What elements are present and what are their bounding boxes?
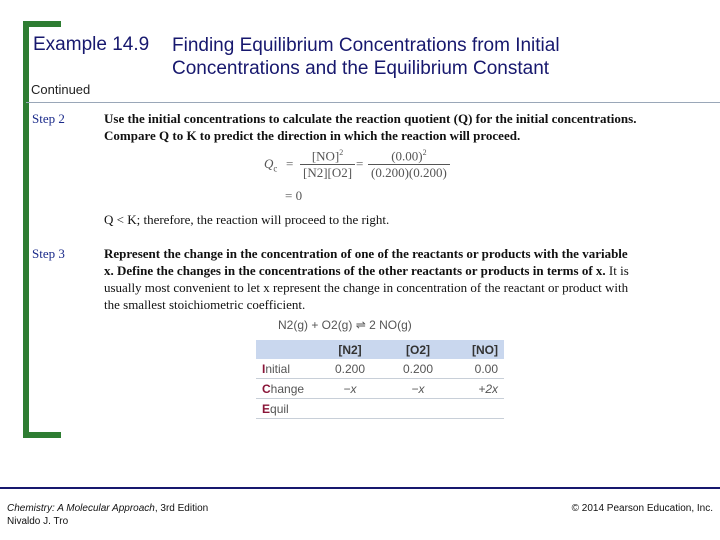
ice-row-label bbox=[256, 359, 316, 379]
title-line-2: Concentrations and the Equilibrium Constant bbox=[172, 58, 550, 79]
reaction-quotient-equation bbox=[264, 150, 464, 208]
ice-row-label-rest: nitial bbox=[265, 361, 291, 376]
step3-label: Step 3 bbox=[32, 246, 65, 261]
reaction-equation: N2(g) + O2(g) ⇌ 2 NO(g) bbox=[278, 318, 412, 332]
step3-text-line1: Represent the change in the concentration of one of the reactants or products with the variable bbox=[104, 246, 628, 261]
eq-result: = 0 bbox=[285, 188, 303, 203]
eq-equals-2: = bbox=[356, 156, 364, 171]
eq-num1: [NO] bbox=[311, 148, 340, 164]
ice-row-equilibrium bbox=[256, 399, 504, 419]
frame-bracket-vertical bbox=[23, 21, 29, 438]
footer-copyright: © 2014 Pearson Education, Inc. bbox=[571, 503, 713, 514]
eq-lhs: Q bbox=[264, 156, 274, 171]
footer-book-title: Chemistry: A Molecular Approach bbox=[7, 503, 155, 514]
step3-text-line2: x. Define the changes in the concentrations of the other reactants or products in terms of x. bbox=[104, 263, 606, 278]
ice-row-label-rest: quil bbox=[270, 401, 289, 416]
ice-header-cell: [N2] bbox=[316, 340, 384, 359]
step2-text-line1: Use the initial concentrations to calculate the reaction quotient (Q) for the initial concentrations. bbox=[104, 111, 637, 126]
eq-lhs-sub: c bbox=[273, 163, 278, 174]
step3-text bbox=[104, 245, 704, 313]
step2-conclusion: Q < K; therefore, the reaction will proceed to the right. bbox=[104, 212, 390, 227]
step2-label: Step 2 bbox=[32, 111, 65, 126]
ice-header-row bbox=[256, 340, 504, 359]
divider bbox=[26, 102, 720, 103]
frame-bracket-bottom bbox=[23, 432, 61, 438]
example-number: Example 14.9 bbox=[33, 34, 150, 55]
ice-row-label-rest: hange bbox=[270, 381, 305, 396]
ice-cell bbox=[452, 399, 504, 419]
ice-header-cell: [O2] bbox=[384, 340, 452, 359]
title-line-1: Finding Equilibrium Concentrations from Initial bbox=[172, 35, 560, 56]
ice-cell: −x bbox=[384, 379, 452, 399]
eq-num2-sup: 2 bbox=[422, 148, 427, 157]
ice-row-label-initial: C bbox=[262, 381, 271, 396]
ice-cell: +2x bbox=[452, 379, 504, 399]
step2-text bbox=[104, 110, 704, 144]
footer-rule bbox=[0, 487, 720, 489]
ice-row-label bbox=[256, 379, 316, 399]
continued-label: Continued bbox=[31, 82, 91, 97]
eq-equals-1: = bbox=[286, 156, 294, 171]
ice-cell: 0.200 bbox=[384, 359, 452, 379]
ice-header-cell: [NO] bbox=[452, 340, 504, 359]
eq-num1-sup: 2 bbox=[339, 148, 344, 157]
ice-row-change bbox=[256, 379, 504, 399]
footer-author: Nivaldo J. Tro bbox=[7, 516, 69, 527]
step3-text-line3: usually most convenient to let x represent the change in concentration of the reactant or product with bbox=[104, 280, 629, 295]
ice-row-label-initial: E bbox=[262, 401, 271, 416]
step2-text-line2: Compare Q to K to predict the direction in which the reaction will proceed. bbox=[104, 128, 521, 143]
ice-header-cell bbox=[256, 340, 316, 359]
eq-den2: (0.200)(0.200) bbox=[371, 165, 447, 181]
footer-book-edition: , 3rd Edition bbox=[154, 503, 209, 514]
ice-table bbox=[256, 340, 504, 419]
eq-den1: [N2][O2] bbox=[303, 165, 353, 181]
ice-cell: 0.00 bbox=[452, 359, 504, 379]
ice-cell bbox=[384, 399, 452, 419]
ice-row-initial bbox=[256, 359, 504, 379]
ice-cell bbox=[316, 399, 384, 419]
ice-cell: −x bbox=[316, 379, 384, 399]
step3-text-line4: the smallest stoichiometric coefficient. bbox=[104, 297, 306, 312]
ice-row-label-initial: I bbox=[262, 361, 266, 376]
ice-cell: 0.200 bbox=[316, 359, 384, 379]
step3-text-normal-1: It is bbox=[608, 263, 629, 278]
eq-num2: (0.00) bbox=[391, 148, 423, 164]
footer-book bbox=[7, 503, 208, 514]
page-title bbox=[172, 34, 692, 80]
frame-bracket-top bbox=[23, 21, 61, 27]
ice-row-label bbox=[256, 399, 316, 419]
eq-fraction-numeric bbox=[368, 148, 450, 181]
eq-fraction-symbolic bbox=[300, 148, 355, 181]
ice-table-container bbox=[256, 340, 504, 419]
